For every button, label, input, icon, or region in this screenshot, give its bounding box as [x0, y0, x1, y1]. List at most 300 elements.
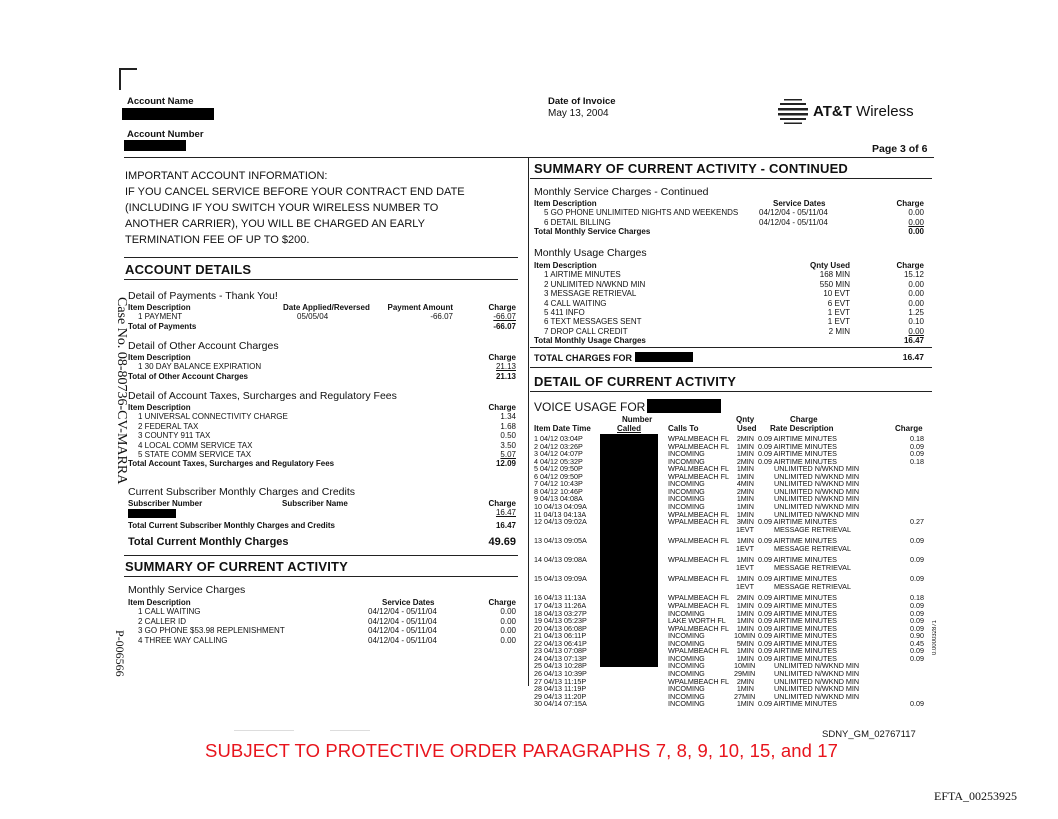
detail-row [534, 518, 926, 526]
row-datetime: 14 04/13 09:08A [534, 555, 587, 565]
cell: 0.10 [908, 317, 924, 327]
cell: 1 AIRTIME MINUTES [544, 270, 621, 280]
cell: 3 MESSAGE RETRIEVAL [544, 289, 637, 299]
cell: 0.00 [908, 279, 924, 289]
col-header: Subscriber Name [282, 499, 348, 508]
summary-cont-title: SUMMARY OF CURRENT ACTIVITY - CONTINUED [534, 161, 849, 176]
cell: 0.00 [908, 298, 924, 308]
row-rate-description: 0.09 AIRTIME MINUTES [758, 555, 837, 565]
corner-mark [119, 68, 137, 90]
table-row [534, 208, 924, 217]
row-calls-to: WPALMBEACH FL [668, 536, 729, 546]
row-datetime: 4 04/12 05:32P [534, 456, 583, 466]
table-row [128, 422, 516, 431]
col-header: Charge [488, 353, 516, 362]
redaction-bar [635, 352, 693, 362]
row-calls-to: WPALMBEACH FL [668, 574, 729, 584]
row-qnty: 1EVT [736, 581, 754, 591]
cell: 05/05/04 [297, 312, 329, 322]
row-datetime: 21 04/13 06:11P [534, 631, 587, 641]
row-qnty: 2MIN [736, 486, 754, 496]
col-header: Charge [488, 303, 516, 312]
row-rate-description: 0.09 AIRTIME MINUTES [758, 449, 837, 459]
table-row [128, 636, 516, 645]
redaction-bar [128, 509, 176, 518]
row-charge: 0.09 [910, 608, 924, 618]
row-rate-description: UNLIMITED N/WKND MIN [774, 668, 860, 678]
row-calls-to: INCOMING [668, 631, 705, 641]
row-rate-description: UNLIMITED N/WKND MIN [774, 471, 860, 481]
row-datetime: 30 04/14 07:15A [534, 699, 587, 709]
total-value: 16.47 [903, 336, 924, 346]
important-title: IMPORTANT ACCOUNT INFORMATION: [125, 170, 328, 182]
cell: 1 EVT [827, 317, 850, 327]
table-row [128, 362, 516, 371]
col-header: Charge [488, 598, 516, 607]
row-rate-description: 0.09 AIRTIME MINUTES [758, 517, 837, 527]
cell: 04/12/04 - 05/11/04 [368, 616, 437, 626]
row-calls-to: WPALMBEACH FL [668, 593, 729, 603]
total-value: -66.07 [493, 321, 516, 331]
row-charge: 0.18 [910, 456, 924, 466]
redaction-bar [124, 140, 186, 151]
table-row [128, 431, 516, 440]
row-calls-to: INCOMING [668, 668, 705, 678]
cell: 15.12 [903, 270, 924, 280]
subscriber-charges-title: Current Subscriber Monthly Charges and Credits [128, 486, 356, 498]
row-calls-to: INCOMING [668, 653, 705, 663]
row-datetime: 10 04/13 04:09A [534, 501, 587, 511]
detail-row [534, 685, 926, 693]
row-calls-to: WPALMBEACH FL [668, 464, 729, 474]
cell: 2 CALLER ID [138, 616, 187, 626]
row-datetime: 9 04/13 04:08A [534, 494, 583, 504]
case-number-stamp: Case No. 08-80736-CV-MARRA [114, 297, 129, 485]
cell: 3.50 [500, 440, 516, 450]
detail-row [534, 435, 926, 443]
table-row [128, 441, 516, 450]
table-row [534, 308, 924, 317]
cell: 7 DROP CALL CREDIT [544, 326, 628, 336]
row-rate-description: 0.09 AIRTIME MINUTES [758, 608, 837, 618]
cell: 1 EVT [827, 308, 850, 318]
detail-row [534, 583, 926, 591]
row-charge: 0.27 [910, 517, 924, 527]
row-calls-to: LAKE WORTH FL [668, 616, 726, 626]
detail-row [534, 678, 926, 686]
row-charge: 0.09 [910, 536, 924, 546]
row-calls-to: INCOMING [668, 494, 705, 504]
row-charge: 0.09 [910, 601, 924, 610]
row-qnty: 1MIN [736, 574, 754, 584]
exhibit-number-stamp: P-006566 [113, 630, 127, 677]
row-rate-description: 0.09 AIRTIME MINUTES [758, 441, 837, 451]
row-datetime: 1 04/12 03:04P [534, 434, 583, 443]
total-current-label: Total Current Monthly Charges [128, 536, 289, 548]
account-number-label: Account Number [127, 129, 204, 140]
detail-row [534, 526, 926, 534]
usage-table [534, 261, 924, 346]
row-calls-to: WPALMBEACH FL [668, 434, 729, 443]
row-datetime: 17 04/13 11:26A [534, 601, 587, 610]
cell: 0.00 [500, 616, 516, 626]
cell: 0.00 [500, 626, 516, 636]
brand-bold: AT&T [813, 103, 852, 120]
taxes-table [128, 403, 516, 469]
col-header: Charge [488, 499, 516, 508]
voice-usage-text: VOICE USAGE FOR [534, 400, 646, 414]
row-datetime: 2 04/12 03:26P [534, 441, 583, 451]
redaction-bar [647, 399, 721, 413]
table-row [534, 317, 924, 326]
cell: 04/12/04 - 05/11/04 [759, 217, 828, 227]
cell: 5 STATE COMM SERVICE TAX [138, 450, 252, 460]
row-rate-description: 0.09 AIRTIME MINUTES [758, 623, 837, 633]
row-datetime: 12 04/13 09:02A [534, 517, 587, 527]
divider [124, 157, 934, 158]
row-datetime: 3 04/12 04:07P [534, 449, 583, 459]
row-rate-description: 0.09 AIRTIME MINUTES [758, 616, 837, 626]
row-datetime: 27 04/13 11:15P [534, 676, 587, 686]
bates-number: SDNY_GM_02767117 [822, 729, 916, 740]
row-qnty: 1MIN [736, 684, 754, 694]
row-qnty: 1MIN [736, 623, 754, 633]
col-header: Item Description [128, 353, 191, 362]
detail-row [534, 693, 926, 701]
cell: 1 30 DAY BALANCE EXPIRATION [138, 362, 262, 372]
detail-row [534, 450, 926, 458]
detail-row [534, 625, 926, 633]
row-qnty: 10MIN [734, 661, 756, 671]
account-details-title: ACCOUNT DETAILS [125, 262, 252, 277]
detail-row [534, 575, 926, 583]
detail-row [534, 617, 926, 625]
total-value: 16.47 [495, 520, 516, 530]
cell: 0.00 [908, 289, 924, 299]
detail-row [534, 537, 926, 545]
row-qnty: 1EVT [736, 562, 754, 572]
detail-row [534, 662, 926, 670]
detail-row [534, 564, 926, 572]
divider [124, 257, 518, 258]
detail-head-callsto: Calls To [668, 424, 699, 433]
total-label: Total Monthly Service Charges [534, 227, 651, 237]
row-calls-to: INCOMING [668, 684, 705, 694]
row-charge: 0.18 [910, 434, 924, 443]
row-qnty: 1MIN [736, 616, 754, 626]
row-rate-description: MESSAGE RETRIEVAL [774, 562, 851, 572]
total-label: Total Current Subscriber Monthly Charges and Credits [128, 520, 335, 530]
detail-row [534, 488, 926, 496]
cell: 550 MIN [819, 279, 850, 289]
other-charges-table [128, 353, 516, 381]
row-calls-to: WPALMBEACH FL [668, 471, 729, 481]
row-rate-description: MESSAGE RETRIEVAL [774, 581, 851, 591]
taxes-title: Detail of Account Taxes, Surcharges and Regulatory Fees [128, 390, 397, 402]
col-header: Charge [488, 403, 516, 412]
cell: 1 PAYMENT [138, 312, 183, 322]
detail-row [534, 647, 926, 655]
table-row [534, 218, 924, 227]
total-label: Total Account Taxes, Surcharges and Regulatory Fees [128, 459, 335, 469]
cell: 3 GO PHONE $53.98 REPLENISHMENT [138, 626, 285, 636]
row-rate-description: 0.09 AIRTIME MINUTES [758, 638, 837, 648]
detail-row [534, 480, 926, 488]
row-rate-description: UNLIMITED N/WKND MIN [774, 676, 860, 686]
cell: -66.07 [493, 312, 516, 322]
row-charge: 0.09 [910, 574, 924, 584]
cell: 0.50 [500, 431, 516, 441]
monthly-service-table [128, 598, 516, 645]
total-label: Total Monthly Usage Charges [534, 336, 646, 346]
table-row [128, 450, 516, 459]
row-qnty: 1MIN [736, 501, 754, 511]
row-rate-description: 0.09 AIRTIME MINUTES [758, 593, 837, 603]
detail-row [534, 443, 926, 451]
detail-head-chargecol: Charge [895, 424, 923, 433]
scan-artifact [234, 730, 294, 731]
cell: 5 GO PHONE UNLIMITED NIGHTS AND WEEKENDS [544, 208, 739, 218]
col-header: Charge [896, 261, 924, 270]
cell: 168 MIN [819, 270, 850, 280]
row-charge: 0.09 [910, 441, 924, 451]
table-row [534, 299, 924, 308]
cell: 1.68 [500, 421, 516, 431]
row-datetime: 7 04/12 10:43P [534, 479, 583, 489]
divider [530, 178, 932, 179]
row-calls-to: WPALMBEACH FL [668, 441, 729, 451]
row-charge: 0.09 [910, 616, 924, 626]
cell: 0.00 [908, 326, 924, 336]
row-calls-to: WPALMBEACH FL [668, 509, 729, 519]
detail-head-charge: Charge [790, 415, 818, 424]
efta-number: EFTA_00253925 [934, 789, 1018, 803]
row-datetime: 24 04/13 07:13P [534, 653, 587, 663]
row-qnty: 3MIN [736, 517, 754, 527]
cell: 4 LOCAL COMM SERVICE TAX [138, 440, 253, 450]
divider [530, 367, 932, 368]
total-value: 0.00 [908, 227, 924, 237]
cell: 04/12/04 - 05/11/04 [368, 626, 437, 636]
row-charge: 0.18 [910, 593, 924, 603]
row-datetime: 26 04/13 10:39P [534, 668, 587, 678]
row-qnty: 1MIN [736, 699, 754, 709]
row-calls-to: INCOMING [668, 661, 705, 671]
total-label: Total of Payments [128, 321, 197, 331]
row-datetime: 20 04/13 06:08P [534, 623, 587, 633]
divider [530, 347, 932, 348]
row-rate-description: UNLIMITED N/WKND MIN [774, 509, 860, 519]
cell: 04/12/04 - 05/11/04 [759, 208, 828, 218]
row-qnty: 1MIN [736, 601, 754, 610]
detail-row [534, 640, 926, 648]
detail-row [534, 465, 926, 473]
row-rate-description: UNLIMITED N/WKND MIN [774, 684, 860, 694]
row-charge: 0.09 [910, 449, 924, 459]
row-rate-description: UNLIMITED N/WKND MIN [774, 661, 860, 671]
att-wireless-logo [813, 103, 914, 120]
col-header: Item Description [534, 261, 597, 270]
row-rate-description: UNLIMITED N/WKND MIN [774, 691, 860, 701]
row-datetime: 16 04/13 11:13A [534, 593, 587, 603]
row-calls-to: INCOMING [668, 608, 705, 618]
col-header: Payment Amount [387, 303, 453, 312]
detail-row [534, 473, 926, 481]
date-of-invoice: May 13, 2004 [548, 108, 609, 119]
row-calls-to: INCOMING [668, 501, 705, 511]
row-charge: 0.09 [910, 646, 924, 656]
row-calls-to: INCOMING [668, 699, 705, 709]
table-row [128, 508, 516, 520]
cell: 1 CALL WAITING [138, 607, 201, 617]
cell: 6 DETAIL BILLING [544, 217, 611, 227]
important-line: ANOTHER CARRIER), YOU WILL BE CHARGED AN EARLY [125, 218, 425, 230]
row-qnty: 5MIN [736, 638, 754, 648]
cell: 1 UNIVERSAL CONNECTIVITY CHARGE [138, 412, 288, 422]
total-value: 12.09 [495, 459, 516, 469]
table-row [128, 412, 516, 421]
row-qnty: 1MIN [736, 608, 754, 618]
row-calls-to: INCOMING [668, 691, 705, 701]
cell: 04/12/04 - 05/11/04 [368, 635, 437, 645]
row-rate-description: 0.09 AIRTIME MINUTES [758, 601, 837, 610]
row-charge: 0.09 [910, 555, 924, 565]
divider [124, 576, 518, 577]
row-calls-to: INCOMING [668, 638, 705, 648]
row-calls-to: WPALMBEACH FL [668, 555, 729, 565]
col-header: Item Description [128, 303, 191, 312]
row-qnty: 1EVT [736, 543, 754, 553]
page-number: Page 3 of 6 [872, 143, 928, 155]
table-row [128, 607, 516, 616]
monthly-cont-title: Monthly Service Charges - Continued [534, 186, 709, 198]
row-calls-to: WPALMBEACH FL [668, 601, 729, 610]
detail-head-number: Number [622, 415, 653, 424]
important-line: IF YOU CANCEL SERVICE BEFORE YOUR CONTRACT END DATE [125, 186, 465, 198]
detail-head-qnty: Qnty [736, 415, 755, 424]
row-qnty: 2MIN [736, 593, 754, 603]
detail-row [534, 458, 926, 466]
row-rate-description: UNLIMITED N/WKND MIN [774, 486, 860, 496]
col-header: Charge [896, 199, 924, 208]
row-charge: 0.45 [910, 638, 924, 648]
cell: 5 411 INFO [544, 308, 585, 318]
detail-head-used: Used [737, 424, 757, 433]
row-qnty: 4MIN [736, 479, 754, 489]
row-rate-description: MESSAGE RETRIEVAL [774, 524, 851, 534]
detail-row [534, 556, 926, 564]
row-qnty: 29MIN [734, 668, 756, 678]
total-value: 21.13 [495, 371, 516, 381]
row-charge: 0.09 [910, 699, 924, 709]
cell: 21.13 [495, 362, 516, 372]
row-qnty: 1MIN [736, 471, 754, 481]
row-datetime: 25 04/13 10:28P [534, 661, 587, 671]
cell: 6 EVT [827, 298, 850, 308]
row-charge: 0.09 [910, 653, 924, 663]
important-line: (INCLUDING IF YOU SWITCH YOUR WIRELESS NUMBER TO [125, 202, 439, 214]
row-qnty: 2MIN [736, 434, 754, 443]
table-row [128, 626, 516, 635]
detail-row [534, 495, 926, 503]
col-header: Item Description [128, 598, 191, 607]
detail-row [534, 602, 926, 610]
cell: 5.07 [500, 450, 516, 460]
row-datetime: 18 04/13 03:27P [534, 608, 587, 618]
row-qnty: 1MIN [736, 464, 754, 474]
cell: 1.25 [908, 308, 924, 318]
table-row [128, 312, 516, 321]
row-datetime: 5 04/12 09:50P [534, 464, 583, 474]
summary-title: SUMMARY OF CURRENT ACTIVITY [125, 559, 349, 574]
row-datetime: 15 04/13 09:09A [534, 574, 587, 584]
row-qnty: 1MIN [736, 509, 754, 519]
table-row [534, 280, 924, 289]
detail-row [534, 503, 926, 511]
row-calls-to: INCOMING [668, 456, 705, 466]
row-datetime: 29 04/13 11:20P [534, 691, 587, 701]
row-rate-description: 0.09 AIRTIME MINUTES [758, 699, 837, 709]
divider [124, 555, 518, 556]
payments-title: Detail of Payments - Thank You! [128, 290, 278, 302]
cell: 0.00 [500, 635, 516, 645]
important-info [125, 168, 465, 248]
row-rate-description: 0.09 AIRTIME MINUTES [758, 456, 837, 466]
cell: 0.00 [500, 607, 516, 617]
cell: 2 FEDERAL TAX [138, 421, 199, 431]
col-header: Service Dates [773, 199, 826, 208]
cell: 6 TEXT MESSAGES SENT [544, 317, 642, 327]
table-row [534, 289, 924, 298]
col-header: Date Applied/Reversed [283, 303, 370, 312]
row-datetime: 23 04/13 07:08P [534, 646, 587, 656]
cell: 4 CALL WAITING [544, 298, 607, 308]
row-calls-to: WPALMBEACH FL [668, 517, 729, 527]
att-globe-icon [778, 98, 808, 131]
total-charges-value: 16.47 [902, 352, 924, 362]
cell: 2 UNLIMITED N/WKND MIN [544, 279, 646, 289]
cell: 04/12/04 - 05/11/04 [368, 607, 437, 617]
row-qnty: 10MIN [734, 631, 756, 641]
date-of-invoice-label: Date of Invoice [548, 96, 616, 107]
row-rate-description: 0.09 AIRTIME MINUTES [758, 653, 837, 663]
row-datetime: 13 04/13 09:05A [534, 536, 587, 546]
detail-row [534, 610, 926, 618]
monthly-service-title: Monthly Service Charges [128, 584, 246, 596]
scan-artifact [330, 730, 370, 731]
total-label: Total of Other Account Charges [128, 371, 249, 381]
cell: 1.34 [500, 412, 516, 422]
row-calls-to: WPALMBEACH FL [668, 676, 729, 686]
row-qnty: 27MIN [734, 691, 756, 701]
row-qnty: 1MIN [736, 653, 754, 663]
cell: 0.00 [908, 208, 924, 218]
detail-row [534, 700, 926, 708]
row-rate-description: UNLIMITED N/WKND MIN [774, 501, 860, 511]
detail-head-item: Item Date Time [534, 424, 591, 433]
divider [530, 391, 932, 392]
row-datetime: 6 04/12 09:50P [534, 471, 583, 481]
protective-order-notice: SUBJECT TO PROTECTIVE ORDER PARAGRAPHS 7, 8, 9, 10, 15, and 17 [205, 740, 839, 761]
detail-row [534, 655, 926, 663]
row-qnty: 2MIN [736, 456, 754, 466]
row-calls-to: WPALMBEACH FL [668, 646, 729, 656]
row-rate-description: 0.09 AIRTIME MINUTES [758, 574, 837, 584]
row-calls-to: INCOMING [668, 486, 705, 496]
row-qnty: 1MIN [736, 449, 754, 459]
row-rate-description: 0.09 AIRTIME MINUTES [758, 434, 837, 443]
row-qnty: 1MIN [736, 441, 754, 451]
